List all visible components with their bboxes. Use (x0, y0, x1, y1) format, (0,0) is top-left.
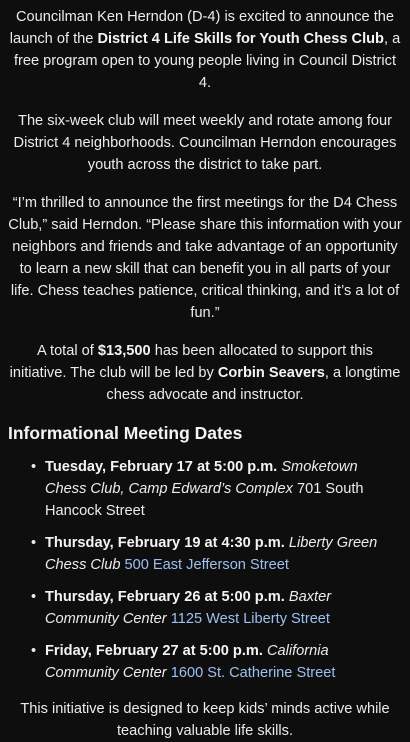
meeting-address-link[interactable]: 500 East Jefferson Street (124, 557, 289, 573)
meeting-when: Friday, February 27 at 5:00 p.m. (45, 643, 263, 659)
meeting-item (31, 586, 402, 630)
funding-amount: $13,500 (97, 343, 151, 359)
meeting-when: Thursday, February 26 at 5:00 p.m. (45, 589, 285, 605)
bullet-icon: • (31, 643, 37, 659)
meeting-when: Thursday, February 19 at 4:30 p.m. (45, 535, 285, 551)
meeting-venue: Baxter Community Center (45, 589, 332, 627)
schedule-paragraph: The six-week club will meet weekly and rotate among four District 4 neighborhoods. Councilman Herndon encourages youth across the district to take part. (13, 113, 397, 173)
funding-lead: A total of (37, 343, 98, 359)
program-name: District 4 Life Skills for Youth Chess Club (97, 31, 384, 47)
intro-tail: , a free program open to young people living in Council District 4. (13, 31, 401, 91)
meetings-heading: Informational Meeting Dates (8, 423, 243, 443)
bullet-icon: • (31, 459, 37, 475)
meeting-venue: California Community Center (45, 643, 329, 681)
bullet-icon: • (31, 589, 37, 605)
funding-tail: , a longtime chess advocate and instructor. (106, 365, 401, 403)
quote-paragraph: “I’m thrilled to announce the first meetings for the D4 Chess Club,” said Herndon. “Please share this information with your neighbors and friends and take advantage of an opportunity to learn a new skill that can benefit you in all parts of your life. Chess teaches patience, critical thinking, and it’s a lot of fun.” (8, 195, 402, 321)
meeting-address-link[interactable]: 1125 West Liberty Street (170, 611, 330, 627)
meeting-item (31, 532, 402, 576)
meeting-address-link[interactable]: 1600 St. Catherine Street (170, 665, 336, 681)
meeting-venue: Liberty Green Chess Club (45, 535, 378, 573)
club-leader: Corbin Seavers (217, 365, 325, 381)
funding-middle: has been allocated to support this initiative. The club will be led by (9, 343, 373, 381)
meeting-address: 701 South Hancock Street (45, 481, 364, 519)
intro-lead: Councilman Ken Herndon (D-4) is excited to announce the launch of the (9, 9, 395, 47)
meeting-venue: Smoketown Chess Club, Camp Edward’s Complex (45, 459, 358, 497)
meeting-item (31, 640, 402, 684)
meeting-item (31, 456, 402, 522)
funding-paragraph (8, 340, 402, 406)
closing-paragraph: This initiative is designed to keep kids’ minds active while teaching valuable life skills. (20, 701, 390, 739)
intro-paragraph (8, 6, 402, 94)
meeting-when: Tuesday, February 17 at 5:00 p.m. (45, 459, 278, 475)
meetings-list (8, 456, 402, 684)
bullet-icon: • (31, 535, 37, 551)
